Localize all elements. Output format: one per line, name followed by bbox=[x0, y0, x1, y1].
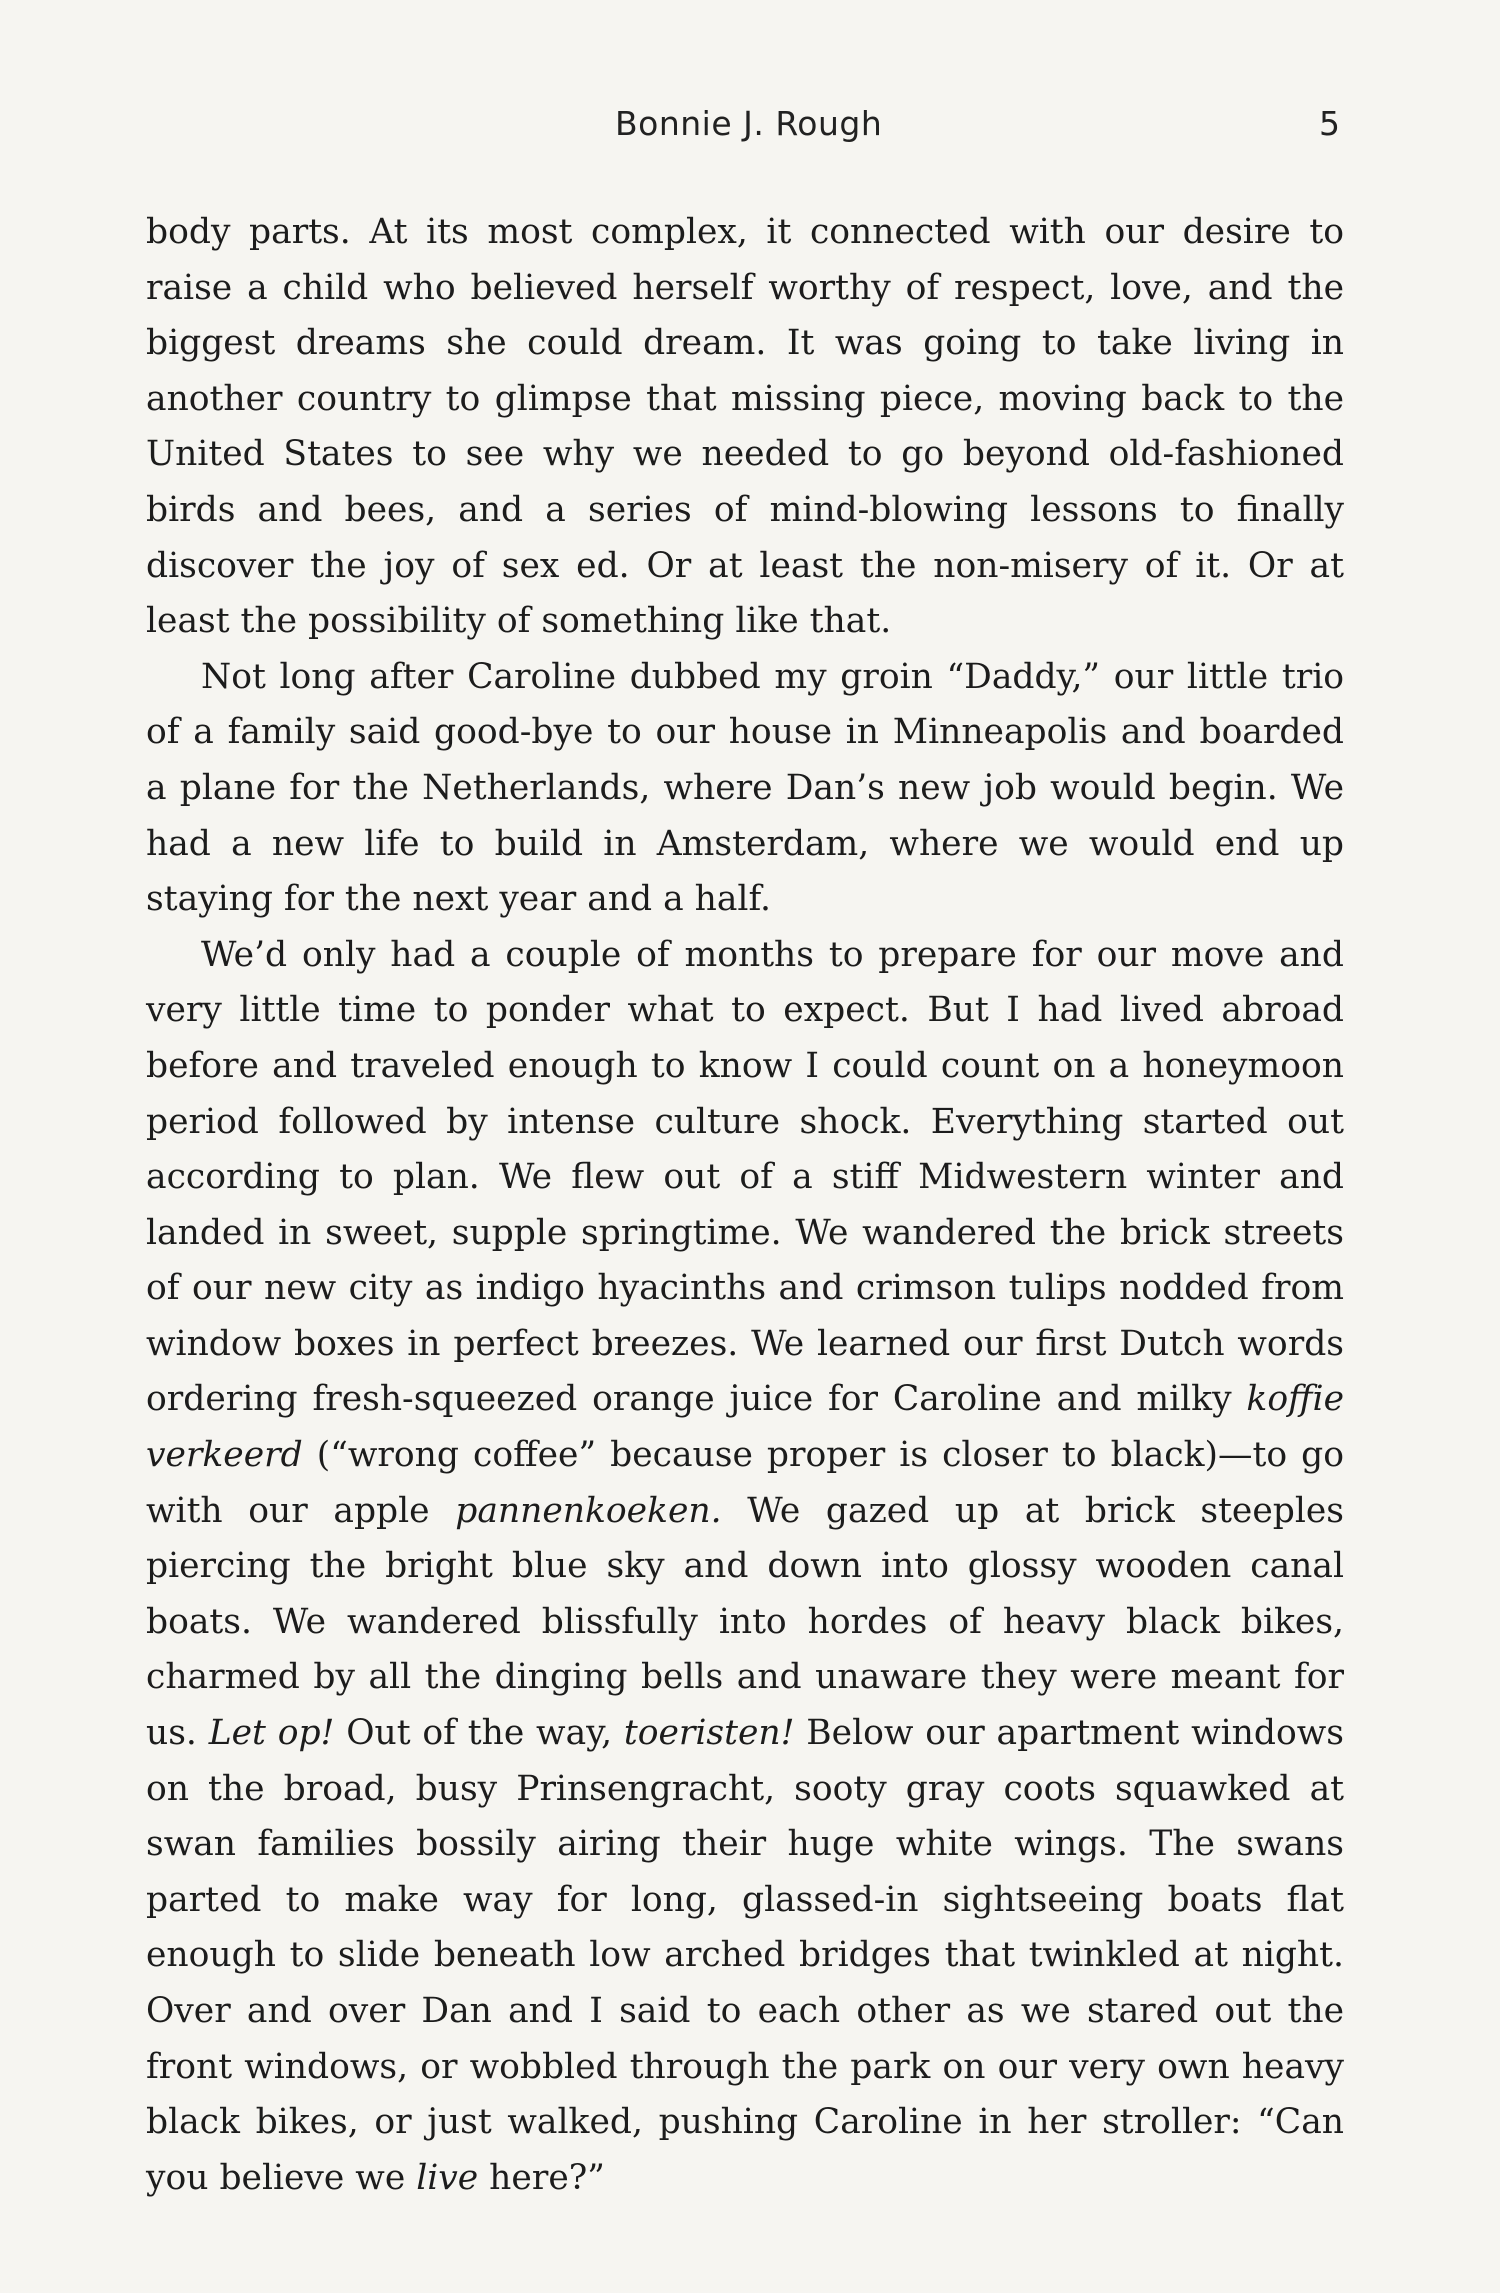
italic-phrase: live bbox=[416, 2157, 479, 2198]
paragraph-3 bbox=[146, 928, 1344, 2207]
body-text bbox=[146, 205, 1344, 2206]
italic-phrase: toeristen! bbox=[623, 1713, 795, 1754]
paragraph-text: body parts. At its most complex, it connected with our desire to raise a child who believed herself worthy of respect, love, and the biggest dreams she could dream. It was going to take living in another country to glimpse that missing piece, moving back to the United States to see why we needed to go beyond old-fashioned birds and bees, and a series of mind-blowing lessons to finally discover the joy of sex ed. Or at least the non-misery of it. Or at least the possibility of something like that. bbox=[146, 212, 1344, 642]
running-header bbox=[0, 104, 1500, 154]
paragraph-text: We’d only had a couple of months to prepare for our move and very little time to ponder what to expect. But I had lived abroad before and traveled enough to know I could count on a honeymoon period followed by intense culture shock. Everything started out according to plan. We flew out of a stiff Midwestern winter and landed in sweet, supple springtime. We wandered the brick streets of our new city as indigo hyacinths and crimson tulips nodded from window boxes in perfect breezes. We learned our first Dutch words ordering fresh-squeezed orange juice for Caroline and milky bbox=[146, 934, 1344, 1420]
paragraph-text: Not long after Caroline dubbed my groin “Daddy,” our little trio of a family said good-bye to our house in Minneapolis and boarded a plane for the Netherlands, where Dan’s new job would begin. We had a new life to build in Amsterdam, where we would end up staying for the next year and a half. bbox=[146, 656, 1344, 920]
paragraph-text: here?” bbox=[478, 2157, 605, 2198]
italic-phrase: pannenkoeken. bbox=[455, 1490, 722, 1531]
page-number: 5 bbox=[1319, 104, 1340, 143]
paragraph-1 bbox=[146, 205, 1344, 650]
paragraph-text: Out of the way, bbox=[334, 1713, 624, 1754]
paragraph-text: Below our apartment windows on the broad, busy Prinsengracht, sooty gray coots squawked at swan families bossily airing their huge white wings. The swans parted to make way for long, glassed-in sightseeing boats flat enough to slide beneath low arched bridges that twinkled at night. Over and over Dan and I said to each other as we stared out the front windows, or wobbled through the park on our very own heavy black bikes, or just walked, pushing Caroline in her stroller: “Can you believe we bbox=[146, 1713, 1344, 2198]
italic-phrase: Let op! bbox=[208, 1713, 335, 1754]
paragraph-text: We gazed up at brick steeples piercing the bright blue sky and down into glossy wooden canal boats. We wandered blissfully into hordes of heavy black bikes, charmed by all the dinging bells and unaware they were meant for us. bbox=[146, 1490, 1345, 1754]
author-name: Bonnie J. Rough bbox=[615, 104, 883, 143]
italic-phrase: koffie verkeerd bbox=[146, 1379, 1344, 1476]
paragraph-text: (“wrong coffee” because proper is closer to black)—to go with our apple bbox=[146, 1435, 1344, 1531]
paragraph-2 bbox=[146, 650, 1344, 928]
